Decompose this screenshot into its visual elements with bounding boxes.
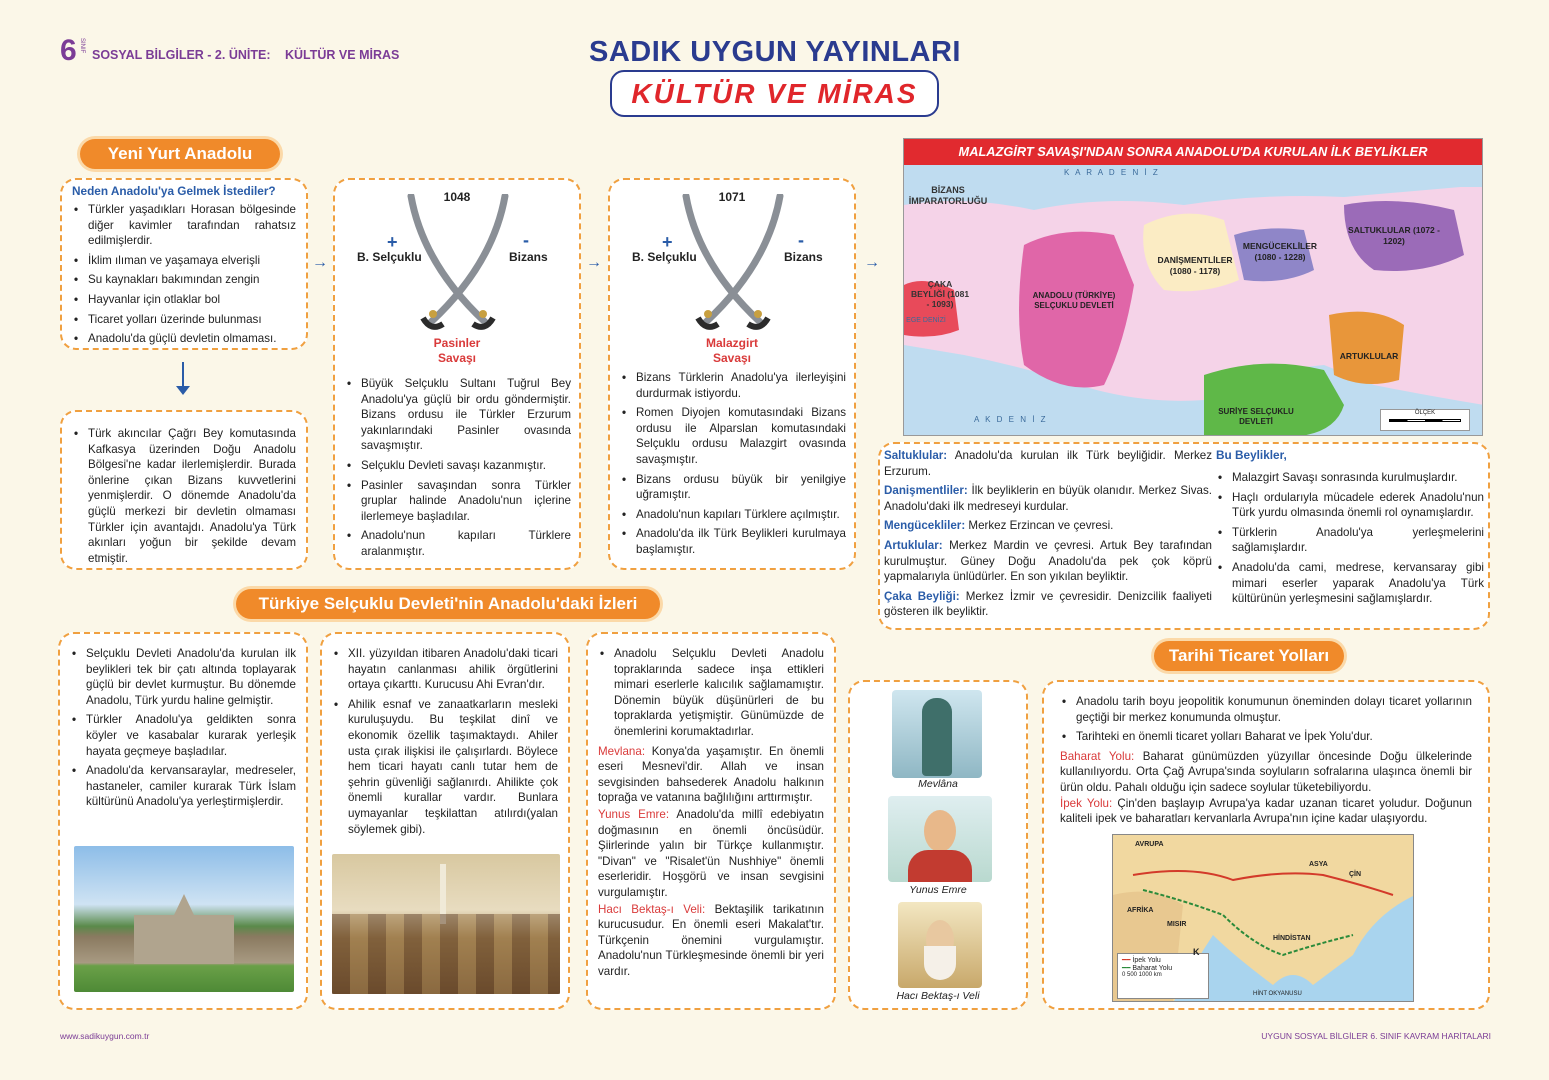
battle-name-line-1: Malazgirt bbox=[705, 336, 758, 350]
crossed-swords-icon bbox=[403, 194, 513, 334]
reasons-box bbox=[60, 178, 308, 350]
pasinler-box bbox=[333, 178, 581, 570]
baharat-yolu: Baharat Yolu: Baharat günümüzden yüzyıllar öncesinde Doğu ülkelerinde kullanılıyordu. Orta Çağ Avrupa'sında soyluların sofralarına ulaşınca önemli bir ürün oldu. Pahalı olduğu için sadece soylular tüketebiliyordu. bbox=[1060, 749, 1472, 794]
region-bizans: BİZANS İMPARATORLUĞU bbox=[908, 185, 988, 206]
region-selcuklu: ANADOLU (TÜRKİYE) SELÇUKLU DEVLETİ bbox=[1032, 291, 1116, 310]
sea-north-label: K A R A D E N İ Z bbox=[1064, 168, 1160, 177]
izler-col1 bbox=[58, 632, 308, 1010]
bu-beylikler-list bbox=[1216, 470, 1484, 607]
crossed-swords-icon bbox=[678, 194, 788, 334]
reasons-list bbox=[72, 202, 296, 347]
person-haci-bektas: Hacı Bektaş-ı Veli: Bektaşilik tarikatının kurucusudur. En önemli eseri Makalat'tır. Türkçenin önemini vurgulamıştır. Anadolu'nun Türkleşmesinde önemli bir yeri vardır. bbox=[598, 902, 824, 978]
beard-shape bbox=[924, 946, 956, 980]
list-item: • Bizans ordusu büyük bir yenilgiye uğramıştır. bbox=[620, 472, 846, 503]
beylikler-map bbox=[903, 138, 1483, 436]
battle-name-line-1: Pasinler bbox=[433, 336, 481, 350]
malazgirt-year: 1071 bbox=[718, 190, 746, 204]
footer-url[interactable]: www.sadikuygun.com.tr bbox=[60, 1031, 150, 1041]
list-item: • XII. yüzyıldan itibaren Anadolu'daki ticari hayatın canlanması ahilik örgütlerini ortaya çıkarttı. Kurucusu Ahi Evran'dır. bbox=[332, 646, 558, 693]
minus-sign: - bbox=[798, 230, 804, 250]
portraits-box bbox=[848, 680, 1028, 1010]
list-item: • Selçuklu Devleti Anadolu'da kurulan ilk beylikleri tek bir çatı altında toplayarak güçlü bir devlet kurmuştur. Bu dönemde Anadolu, Türk yurdu haline gelmiştir. bbox=[70, 646, 296, 708]
map-scale bbox=[1380, 409, 1470, 431]
ipek-yolu: İpek Yolu: Çin'den başlayıp Avrupa'ya kadar uzanan ticaret yoludur. Doğunun kaliteli ipek ve baharatları kervanlarla Avrupa'nın içine kadar ulaşıyordu. bbox=[1060, 796, 1472, 826]
mevlana-portrait bbox=[892, 690, 982, 778]
sea-south-label: A K D E N İ Z bbox=[974, 415, 1048, 424]
map-shapes bbox=[904, 165, 1483, 436]
north-icon: K bbox=[1193, 947, 1200, 957]
region-ege: EGE DENİZİ bbox=[906, 317, 946, 324]
izler-col2 bbox=[320, 632, 570, 1010]
side-left-label: B. Selçuklu bbox=[632, 250, 697, 264]
akinlar-box bbox=[60, 410, 308, 570]
beylik-item: Danişmentliler: İlk beyliklerin en büyük olanıdır. Merkez Sivas. Anadolu'daki ilk medreseyi kurdular. bbox=[884, 484, 1212, 513]
malazgirt-box bbox=[608, 178, 856, 570]
beylik-item: Çaka Beyliği: Merkez İzmir ve çevresidir. Denizcilik faaliyeti gösteren ilk beyliktir. bbox=[884, 589, 1212, 619]
right-arrow-icon: → bbox=[864, 254, 880, 271]
person-yunus: Yunus Emre: Anadolu'da millî edebiyatın doğmasının en önemli öncüsüdür. Şiirlerinde yalın bir Türkçe kullanmıştır. "Divan" ve "Risalet'ün Nushhiye" önemli eserleridir. Hoşgörü ve insan sevgisini vurgulamıştır. bbox=[598, 807, 824, 899]
beylikler-box bbox=[878, 442, 1490, 630]
list-item: • Anadolu Selçuklu Devleti Anadolu topraklarında sadece inşa ettikleri mimari eserlerle kalıcılık sağlamamıştır. Dönemin büyük düşünürleri de bu topraklarda yetişmiştir. Günümüzde de önemlerini korumaktadırlar. bbox=[598, 646, 824, 740]
down-arrowhead-icon bbox=[176, 386, 190, 395]
izler-col2-list bbox=[332, 646, 558, 837]
right-arrow-icon: → bbox=[312, 254, 328, 271]
reason-item: • Su kaynakları bakımından zengin bbox=[72, 272, 296, 288]
izler-col1-list bbox=[70, 646, 296, 810]
haci-bektas-portrait bbox=[898, 902, 982, 988]
building-shape bbox=[134, 894, 234, 964]
map-label-hindistan: HİNDİSTAN bbox=[1273, 935, 1311, 942]
region-danismend: DANİŞMENTLİLER (1080 - 1178) bbox=[1157, 255, 1233, 276]
region-artuklu: ARTUKLULAR bbox=[1339, 351, 1399, 361]
arcade-shape bbox=[332, 914, 560, 994]
list-item: • Türklerin Anadolu'ya yerleşmelerini sağlamışlardır. bbox=[1216, 525, 1484, 556]
battle-name bbox=[335, 336, 579, 366]
side-left-label: B. Selçuklu bbox=[357, 250, 422, 264]
list-item: • Türkler Anadolu'ya geldikten sonra köyler ve kasabalar kurarak yerleşik hayata geçmeye başladılar. bbox=[70, 712, 296, 759]
map-title: MALAZGİRT SAVAŞI'NDAN SONRA ANADOLU'DA KURULAN İLK BEYLİKLER bbox=[904, 139, 1482, 165]
reason-item: • Türkler yaşadıkları Horasan bölgesinde diğer kavimler tarafından rahatsız edilmişlerdir. bbox=[72, 202, 296, 249]
cloth-shape bbox=[908, 850, 972, 882]
list-item: • Anadolu'da cami, medrese, kervansaray gibi mimari eserler yaparak Anadolu'ya Türk kültürünün yerleşmesini sağlamışlardır. bbox=[1216, 560, 1484, 607]
yeni-yurt-title: Yeni Yurt Anadolu bbox=[80, 139, 280, 169]
subject-label: SOSYAL BİLGİLER - 2. ÜNİTE: bbox=[92, 48, 271, 62]
list-item: • Anadolu'nun kapıları Türklere aralanmıştır. bbox=[345, 528, 571, 559]
reason-item: • Ticaret yolları üzerinde bulunması bbox=[72, 312, 296, 328]
map-label-avrupa: AVRUPA bbox=[1135, 841, 1164, 848]
beylik-item: Mengücekliler: Merkez Erzincan ve çevresi. bbox=[884, 519, 1114, 533]
list-item: • Anadolu'da ilk Türk Beylikleri kurulmaya başlamıştır. bbox=[620, 526, 846, 557]
list-item: • Ahilik esnaf ve zanaatkarların mesleki kuruluşuydu. Bu teşkilat dinî ve ekonomik özellik taşımaktaydı. Ahiler usta çırak ilişkisi ile çalışırlardı. Böylece hem ticari hayatı canlı tutar hem de şehrin güvenliği sağlanırdı. Ahilikte çok önemli kurallar vardır. Bunlara uymayanlar teşkilattan atılırdı(yalan söylemek gibi). bbox=[332, 697, 558, 837]
grade-number: 6 bbox=[60, 34, 77, 67]
list-item: • Bizans Türklerin Anadolu'ya ilerleyişini durdurmak istiyordu. bbox=[620, 370, 846, 401]
bu-beylikler-title: Bu Beylikler, bbox=[1216, 448, 1287, 462]
side-right-label: Bizans bbox=[509, 250, 548, 264]
mevlana-caption: Mevlâna bbox=[918, 778, 958, 790]
ticaret-box bbox=[1042, 680, 1490, 1010]
figure-shape bbox=[922, 698, 952, 776]
footer-series: UYGUN SOSYAL BİLGİLER 6. SINIF KAVRAM HARİTALARI bbox=[1261, 1031, 1491, 1041]
izler-col3-list bbox=[598, 646, 824, 740]
trade-map-legend bbox=[1117, 953, 1209, 999]
minus-sign: - bbox=[523, 230, 529, 250]
side-right-label: Bizans bbox=[784, 250, 823, 264]
region-saltuklu: SALTUKLULAR (1072 - 1202) bbox=[1348, 225, 1440, 246]
battle-name-line-2: Savaşı bbox=[712, 351, 752, 365]
list-item: • Selçuklu Devleti savaşı kazanmıştır. bbox=[345, 458, 571, 474]
beylik-item: Artuklular: Merkez Mardin ve çevresi. Artuk Bey tarafından kurulmuştur. Güney Doğu Anadolu'da pek çok köprü yapmalarıyla ünlüdürler. En son yıkılan beyliktir. bbox=[884, 538, 1212, 584]
list-item: • Malazgirt Savaşı sonrasında kurulmuşlardır. bbox=[1216, 470, 1484, 486]
map-label-hint: HİNT OKYANUSU bbox=[1253, 991, 1302, 997]
list-item: • Romen Diyojen komutasındaki Bizans ordusu ile Alparslan komutasındaki Selçuklu ordusu Malazgirt ovasında savaşmıştır. bbox=[620, 405, 846, 467]
malazgirt-list bbox=[620, 370, 846, 562]
legend-ipek: ━━ İpek Yolu bbox=[1122, 957, 1161, 964]
region-mengucek: MENGÜCEKLİLER (1080 - 1228) bbox=[1242, 241, 1318, 262]
list-item: • Anadolu tarih boyu jeopolitik konumunun öneminden dolayı ticaret yollarının geçtiği bir merkez konumunda olmuştur. bbox=[1060, 694, 1472, 725]
trade-routes-map bbox=[1112, 834, 1414, 1002]
region-caka: ÇAKA BEYLİĞİ (1081 - 1093) bbox=[910, 279, 970, 309]
plus-sign: + bbox=[387, 232, 398, 252]
kervansaray-image bbox=[74, 846, 294, 992]
face-shape bbox=[924, 810, 956, 852]
map-scale-label: 0 500 1000 km bbox=[1122, 972, 1162, 978]
map-label-afrika: AFRİKA bbox=[1127, 907, 1154, 914]
map-label-asya: ASYA bbox=[1309, 861, 1328, 868]
list-item: • Haçlı ordularıyla mücadele ederek Anadolu'nun Türk yurdu olmasında önemli rol oynamışlardır. bbox=[1216, 490, 1484, 521]
scale-bar bbox=[1389, 419, 1461, 422]
beylik-item: Saltuklular: Anadolu'da kurulan ilk Türk beyliğidir. Merkez Erzurum. bbox=[884, 449, 1212, 478]
pasinler-year: 1048 bbox=[443, 190, 471, 204]
pasinler-list bbox=[345, 376, 571, 564]
reason-item: • Hayvanlar için otlaklar bol bbox=[72, 292, 296, 308]
bu-beylikler bbox=[1216, 448, 1484, 611]
region-suriye: SURİYE SELÇUKLU DEVLETİ bbox=[1218, 407, 1294, 426]
bazaar-image bbox=[332, 854, 560, 994]
battle-name bbox=[610, 336, 854, 366]
haci-bektas-caption: Hacı Bektaş-ı Veli bbox=[896, 990, 980, 1002]
plus-sign: + bbox=[662, 232, 673, 252]
list-item: • Pasinler savaşından sonra Türkler gruplar halinde Anadolu'nun içlerine ilerlemeye başladılar. bbox=[345, 478, 571, 525]
right-arrow-icon: → bbox=[586, 254, 602, 271]
list-item: • Anadolu'da kervansaraylar, medreseler, hastaneler, camiler kurarak Türk İslam kültürünü Anadolu'ya yerleştirmişlerdir. bbox=[70, 763, 296, 810]
list-item: • Büyük Selçuklu Sultanı Tuğrul Bey Anadolu'ya güçlü bir ordu göndermiştir. Bizans ordusu ile Türkler Erzurum yakınlarındaki Pasinler ovasında savaşmıştır. bbox=[345, 376, 571, 454]
ticaret-title: Tarihi Ticaret Yolları bbox=[1154, 641, 1344, 671]
ticaret-list bbox=[1060, 694, 1472, 745]
reasons-question: Neden Anadolu'ya Gelmek İstediler? bbox=[72, 184, 276, 198]
izler-col3 bbox=[586, 632, 836, 1010]
battle-name-line-2: Savaşı bbox=[437, 351, 477, 365]
yunus-emre-caption: Yunus Emre bbox=[909, 884, 967, 896]
beylik-list bbox=[884, 448, 1212, 620]
scale-label: ÖLÇEK bbox=[1414, 410, 1436, 416]
banner-title: KÜLTÜR VE MİRAS bbox=[631, 78, 918, 109]
reason-item: • Anadolu'da güçlü devletin olmaması. bbox=[72, 331, 296, 347]
reason-item: • İklim ılıman ve yaşamaya elverişli bbox=[72, 253, 296, 269]
akinlar-text: • Türk akıncılar Çağrı Bey komutasında Kafkasya üzerinden Doğu Anadolu Bölgesi'ne kadar ilerlemişlerdir. Burada önlerine çıkan Bizans kuvvetlerini yenmişlerdir. O dönemde Anadolu'da güçlü merkezi bir devletin olmaması Türkler için avantajdı. Anadolu'ya Türk akınları yoğun bir şekilde devam etmiştir. bbox=[72, 426, 296, 566]
grade-word: SINIF bbox=[79, 38, 85, 54]
down-arrow-icon bbox=[182, 362, 184, 388]
map-label-cin: ÇİN bbox=[1349, 871, 1362, 878]
publisher-title: SADIK UYGUN YAYINLARI bbox=[588, 36, 961, 68]
list-item: • Anadolu'nun kapıları Türklere açılmıştır. bbox=[620, 507, 846, 523]
list-item: • Tarihteki en önemli ticaret yolları Baharat ve İpek Yolu'dur. bbox=[1060, 729, 1472, 745]
map-label-misir: MISIR bbox=[1167, 921, 1187, 928]
izler-title: Türkiye Selçuklu Devleti'nin Anadolu'daki İzleri bbox=[236, 589, 660, 619]
legend-baharat: ━━ Baharat Yolu bbox=[1122, 965, 1173, 972]
yunus-emre-portrait bbox=[888, 796, 992, 882]
person-mevlana: Mevlana: Konya'da yaşamıştır. En önemli eseri Mesnevi'dir. Allah ve insan sevgisinden bahsederek Anadolu halkının toprağa ve vatanına bağlılığını arttırmıştır. bbox=[598, 744, 824, 805]
unit-label: KÜLTÜR VE MİRAS bbox=[285, 48, 400, 62]
